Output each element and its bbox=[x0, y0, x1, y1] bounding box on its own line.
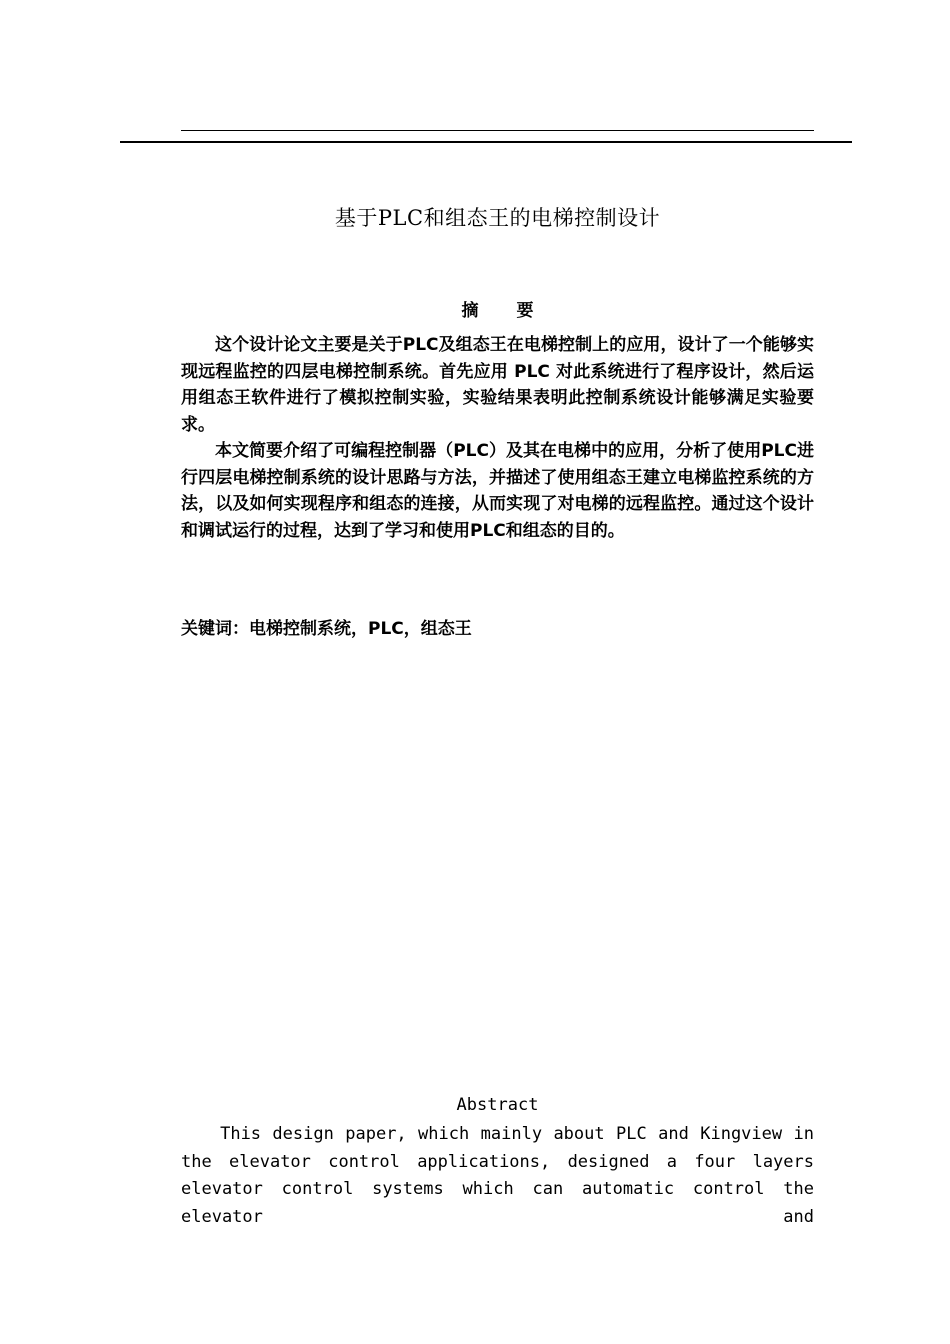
header-rule-thick bbox=[120, 141, 852, 143]
abstract-en-paragraph: This design paper, which mainly about PLC and Kingview in the elevator control applications, designed a four layers elevator control systems which can automatic control the elevator and bbox=[181, 1124, 814, 1227]
paper-title: 基于PLC和组态王的电梯控制设计 bbox=[334, 206, 661, 230]
abstract-heading-cn-text: 摘要 bbox=[461, 301, 572, 321]
keywords-line: 关键词：电梯控制系统，PLC，组态王 bbox=[181, 619, 472, 639]
abstract-heading-en: Abstract bbox=[456, 1095, 539, 1115]
abstract-cn-paragraph-1: 这个设计论文主要是关于PLC及组态王在电梯控制上的应用，设计了一个能够实现远程监控的四层电梯控制系统。首先应用 PLC 对此系统进行了程序设计，然后运用组态王软件进行了模拟控制实验，实验结果表明此控制系统设计能够满足实验要求。 bbox=[181, 335, 814, 435]
header-rule-thin bbox=[181, 130, 814, 131]
abstract-cn-paragraph-2: 本文简要介绍了可编程控制器（PLC）及其在电梯中的应用，分析了使用PLC进行四层电梯控制系统的设计思路与方法，并描述了使用组态王建立电梯监控系统的方法，以及如何实现程序和组态的连接，从而实现了对电梯的远程监控。通过这个设计和调试运行的过程，达到了学习和使用PLC和组态的目的。 bbox=[181, 441, 814, 541]
abstract-heading-cn bbox=[181, 296, 814, 321]
abstract-body-en bbox=[181, 1121, 814, 1231]
abstract-body-cn bbox=[181, 332, 814, 544]
